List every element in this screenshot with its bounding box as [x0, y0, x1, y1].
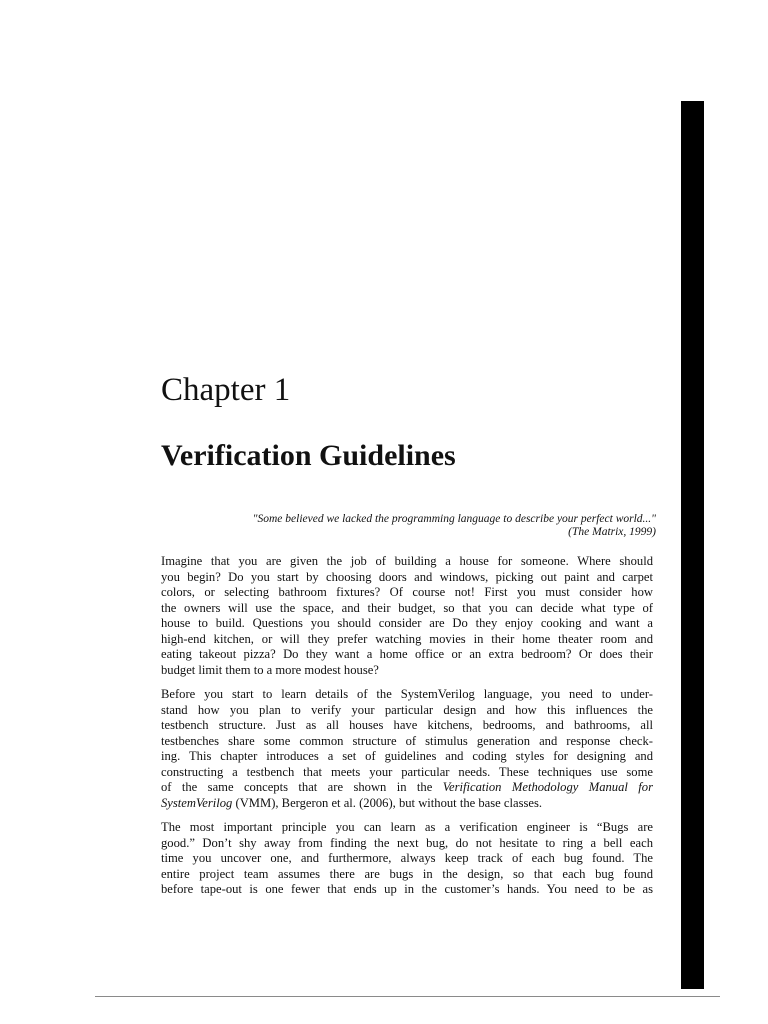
text-line: before tape-out is one fewer that ends up in the customer’s hands. You need to be as [161, 882, 653, 896]
text-line: Before you start to learn details of the SystemVerilog language, you need to under- [161, 687, 653, 701]
text-line [161, 796, 653, 812]
paragraph-1 [161, 554, 653, 678]
text-segment: (VMM), Bergeron et al. (2006), but without the base classes. [232, 795, 543, 810]
text-line: high-end kitchen, or will they prefer watching movies in their home theater room and [161, 631, 653, 646]
text-line: time you uncover one, and furthermore, always keep track of each bug found. The [161, 851, 653, 865]
text-line: the owners will use the space, and their budget, so that you can decide what type of [161, 600, 653, 615]
text-line: testbenches share some common structure of stimulus generation and response check- [161, 733, 653, 748]
book-title-part-1: Verification Methodology Manual for [442, 780, 653, 794]
chapter-title: Verification Guidelines [161, 439, 456, 472]
text-line: colors, or selecting bathroom fixtures? Of course not! First you must consider how [161, 585, 653, 599]
paragraph-3 [161, 820, 653, 898]
text-line [161, 780, 653, 796]
text-line: constructing a testbench that meets your particular needs. These techniques use some [161, 764, 653, 779]
epigraph-attribution: (The Matrix, 1999) [568, 526, 656, 538]
text-line: entire project team assumes there are bugs in the design, so that each bug found [161, 866, 653, 881]
text-line: stand how you plan to verify your particular design and how this influences the [161, 702, 653, 717]
text-line: Imagine that you are given the job of building a house for someone. Where should [161, 554, 653, 568]
paragraph-2 [161, 687, 653, 811]
body-text [161, 554, 653, 907]
text-line: you begin? Do you start by choosing doors and windows, picking out paint and carpet [161, 569, 653, 584]
text-segment: of the same concepts that are shown in the [161, 780, 443, 794]
text-line: budget limit them to a more modest house? [161, 662, 379, 677]
text-line: The most important principle you can learn as a verification engineer is “Bugs are [161, 820, 653, 834]
epigraph-quote: "Some believed we lacked the programming language to describe your perfect world..." [252, 513, 656, 525]
text-line: testbench structure. Just as all houses have kitchens, bedrooms, and bathrooms, all [161, 718, 653, 732]
text-line: house to build. Questions you should consider are Do they enjoy cooking and want a [161, 616, 653, 630]
page-footer-rule [95, 996, 720, 997]
epigraph [180, 513, 656, 539]
text-line: eating takeout pizza? Do they want a home office or an extra bedroom? Or does their [161, 647, 653, 661]
text-line: good.” Don’t shy away from finding the next bug, do not hesitate to ring a bell each [161, 835, 653, 850]
text-line: ing. This chapter introduces a set of guidelines and coding styles for designing and [161, 749, 653, 763]
book-title-part-2: SystemVerilog [161, 795, 233, 810]
chapter-number: Chapter 1 [161, 372, 291, 408]
chapter-thumb-tab [681, 101, 704, 989]
